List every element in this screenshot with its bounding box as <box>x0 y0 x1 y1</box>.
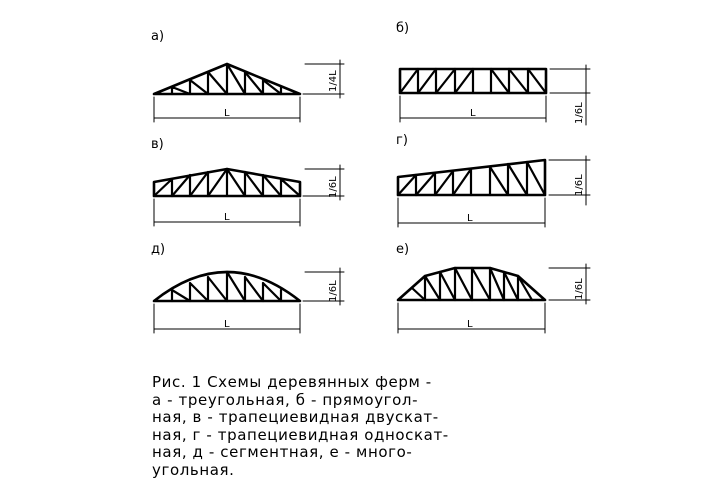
label-d: д) <box>151 242 166 257</box>
span-label-b: L <box>470 108 476 119</box>
truss-e-web <box>412 268 532 300</box>
height-label-a: 1/4L <box>328 70 339 92</box>
truss-v-web <box>154 169 300 196</box>
figure-caption <box>152 374 692 479</box>
span-label-v: L <box>224 212 230 223</box>
truss-trapezoidal-gable <box>154 165 344 226</box>
caption-line: Рис. 1 Схемы деревянных ферм - <box>152 373 432 391</box>
height-label-g: 1/6L <box>574 174 585 196</box>
span-label-g: L <box>467 213 473 224</box>
truss-rectangular <box>400 65 590 125</box>
span-label-a: L <box>224 108 230 119</box>
caption-line: ная, в - трапециевидная двускат- <box>152 408 439 426</box>
caption-line: угольная. <box>152 460 235 479</box>
caption-line: ная, д - сегментная, е - много- <box>152 443 413 461</box>
label-a: а) <box>151 29 165 44</box>
span-label-e: L <box>467 319 473 330</box>
truss-d-web <box>172 272 281 301</box>
truss-polygonal <box>398 264 590 333</box>
height-label-d: 1/6L <box>328 280 339 302</box>
caption-line: ная, г - трапециевидная односкат- <box>152 425 449 444</box>
truss-triangular <box>154 60 344 122</box>
span-label-d: L <box>224 319 230 330</box>
caption-line: а - треугольная, б - прямоугол- <box>152 390 419 409</box>
label-v: в) <box>151 137 164 152</box>
truss-b-web <box>400 69 546 93</box>
height-label-v: 1/6L <box>328 176 339 198</box>
label-g: г) <box>396 133 408 148</box>
label-b: б) <box>396 21 410 36</box>
truss-g-web <box>398 162 545 195</box>
truss-trapezoidal-single-slope <box>398 156 590 227</box>
truss-segmental <box>154 268 344 333</box>
height-label-e: 1/6L <box>574 278 585 300</box>
label-e: е) <box>396 242 410 257</box>
height-label-b: 1/6L <box>574 102 585 124</box>
